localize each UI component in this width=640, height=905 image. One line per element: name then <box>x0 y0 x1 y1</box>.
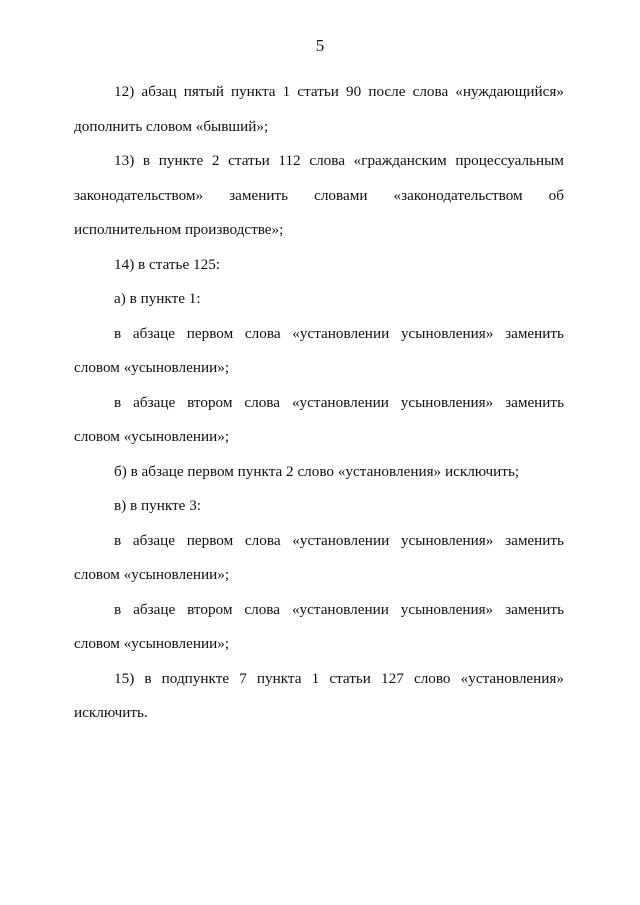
paragraph-subitem-v-first: в абзаце первом слова «установлении усыновления» заменить словом «усыновлении»; <box>74 531 564 583</box>
paragraph-item-12: 12) абзац пятый пункта 1 статьи 90 после слова «нуждающийся» дополнить словом «бывший»; <box>74 83 564 135</box>
page-number: 5 <box>315 36 325 55</box>
paragraph-item-13: 13) в пункте 2 статьи 112 слова «гражданским процессуальным законодательством» заменить словами «законодательством об исполнительном производстве»; <box>74 152 564 238</box>
paragraph-subitem-a: а) в пункте 1: <box>114 290 201 307</box>
document-body <box>74 75 564 731</box>
paragraph-item-15: 15) в подпункте 7 пункта 1 статьи 127 слово «установления» исключить. <box>74 669 564 721</box>
paragraph-subitem-v-second: в абзаце втором слова «установлении усыновления» заменить словом «усыновлении»; <box>74 600 564 652</box>
paragraph-subitem-b: б) в абзаце первом пункта 2 слово «установления» исключить; <box>114 462 520 480</box>
paragraph-item-14: 14) в статье 125: <box>114 255 221 273</box>
paragraph-subitem-v: в) в пункте 3: <box>114 497 202 514</box>
paragraph-subitem-a-first: в абзаце первом слова «установлении усыновления» заменить словом «усыновлении»; <box>74 324 564 376</box>
paragraph-subitem-a-second: в абзаце втором слова «установлении усыновления» заменить словом «усыновлении»; <box>74 393 564 445</box>
